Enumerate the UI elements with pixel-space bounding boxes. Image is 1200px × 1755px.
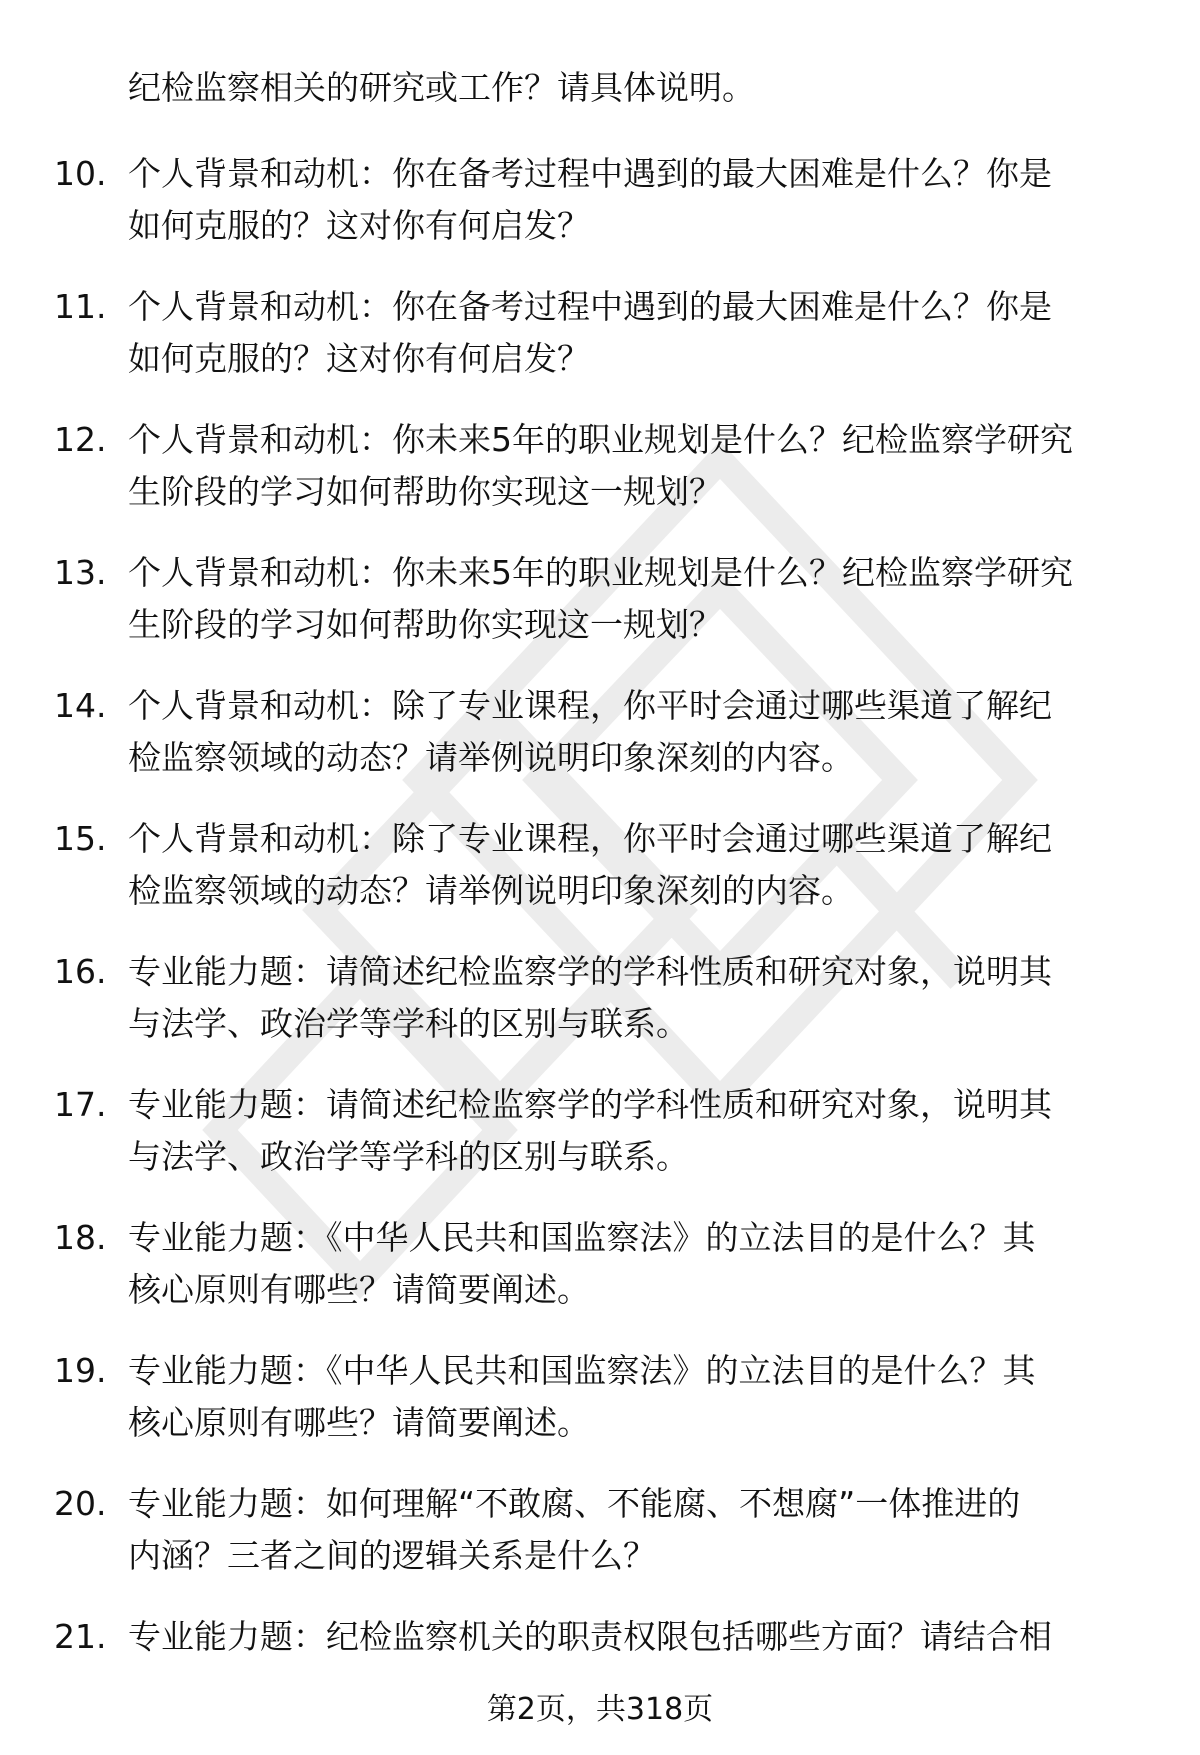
item-text: 个人背景和动机：除了专业课程，你平时会通过哪些渠道了解纪 检监察领域的动态？请举例说明印象深刻的内容。: [128, 686, 1052, 777]
item-number: 21.: [54, 1617, 107, 1656]
item-text: 个人背景和动机：你在备考过程中遇到的最大困难是什么？你是 如何克服的？这对你有何启发？: [128, 287, 1052, 378]
item-number: 16.: [54, 952, 107, 991]
item-text: 个人背景和动机：你未来5年的职业规划是什么？纪检监察学研究 生阶段的学习如何帮助你实现这一规划？: [128, 420, 1073, 511]
item-text: 专业能力题：《中华人民共和国监察法》的立法目的是什么？其 核心原则有哪些？请简要阐述。: [128, 1351, 1036, 1442]
page-footer: 第2页，共318页: [486, 1692, 714, 1727]
item-number: 12.: [54, 420, 107, 459]
item-text: 个人背景和动机：你未来5年的职业规划是什么？纪检监察学研究 生阶段的学习如何帮助你实现这一规划？: [128, 553, 1073, 644]
item-number: 13.: [54, 553, 107, 592]
item-text: 专业能力题：请简述纪检监察学的学科性质和研究对象，说明其 与法学、政治学等学科的区别与联系。: [128, 952, 1052, 1043]
item-number: 10.: [54, 154, 107, 193]
item-number: 15.: [54, 819, 107, 858]
item-text: 专业能力题：请简述纪检监察学的学科性质和研究对象，说明其 与法学、政治学等学科的区别与联系。: [128, 1085, 1052, 1176]
item-text: 专业能力题：纪检监察机关的职责权限包括哪些方面？请结合相: [128, 1617, 1052, 1656]
item-number: 18.: [54, 1218, 107, 1257]
item-text: 专业能力题：《中华人民共和国监察法》的立法目的是什么？其 核心原则有哪些？请简要阐述。: [128, 1218, 1036, 1309]
continuation-line: 纪检监察相关的研究或工作？请具体说明。: [128, 68, 755, 107]
item-text: 个人背景和动机：你在备考过程中遇到的最大困难是什么？你是 如何克服的？这对你有何启发？: [128, 154, 1052, 245]
item-number: 20.: [54, 1484, 107, 1523]
item-number: 14.: [54, 686, 107, 725]
item-number: 17.: [54, 1085, 107, 1124]
item-text: 个人背景和动机：除了专业课程，你平时会通过哪些渠道了解纪 检监察领域的动态？请举例说明印象深刻的内容。: [128, 819, 1052, 910]
item-text: 专业能力题：如何理解“不敢腐、不能腐、不想腐”一体推进的 内涵？三者之间的逻辑关系是什么？: [128, 1484, 1021, 1575]
item-number: 19.: [54, 1351, 107, 1390]
item-number: 11.: [54, 287, 107, 326]
